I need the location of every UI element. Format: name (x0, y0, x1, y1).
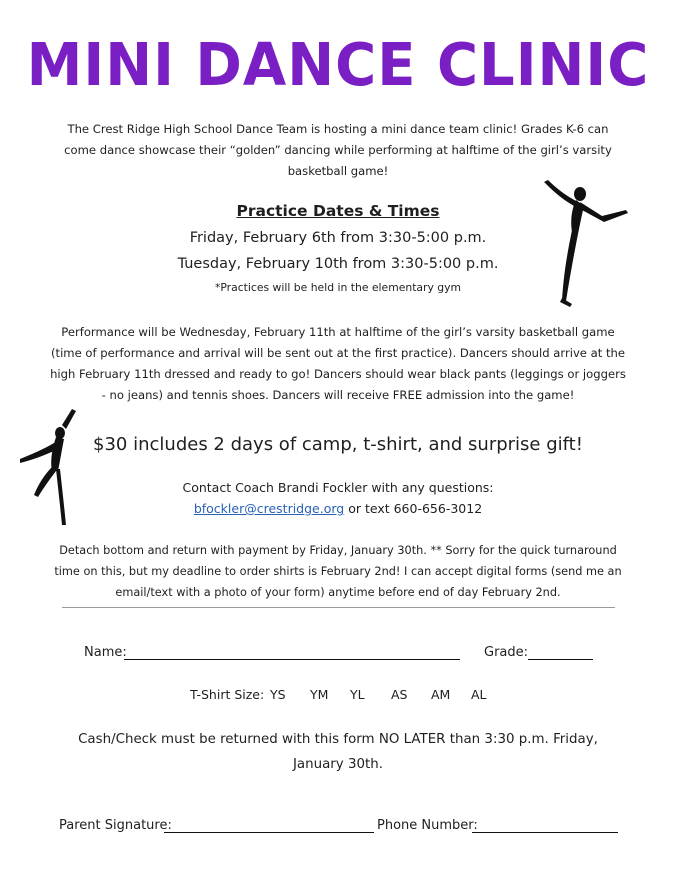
practice-date-2: Tuesday, February 10th from 3:30-5:00 p.m. (177, 256, 499, 272)
size-option-ym[interactable]: YM (310, 687, 329, 702)
intro-paragraph: The Crest Ridge High School Dance Team is hosting a mini dance team clinic! Grades K-6 can come dance showcase their “golden” dancing while performing at halftime of the girl’s varsity basketball game! (64, 122, 612, 178)
email-link[interactable]: bfockler@crestridge.org (193, 501, 345, 516)
tshirt-size-label: T-Shirt Size: (190, 687, 265, 702)
practice-location-note: *Practices will be held in the elementary gym (214, 281, 462, 294)
phone-number-field[interactable] (472, 832, 618, 833)
contact-line: Contact Coach Brandi Fockler with any questions: (182, 480, 494, 495)
detach-paragraph: Detach bottom and return with payment by Friday, January 30th. ** Sorry for the quick turnaround time on this, but my deadline to order shirts is February 2nd! I can accept digital forms (send me an email/text with a photo of your form) anytime before end of day February 2nd. (54, 544, 622, 599)
practice-heading: Practice Dates & Times (236, 202, 440, 220)
size-option-al[interactable]: AL (471, 687, 487, 702)
page-title (0, 30, 676, 100)
phone-number-label: Phone Number: (377, 818, 478, 833)
phone-text: or text 660-656-3012 (344, 501, 483, 516)
dancer-silhouette-icon (540, 180, 632, 308)
size-option-ys[interactable]: YS (270, 687, 286, 702)
grade-label: Grade: (484, 645, 529, 660)
grade-field[interactable] (528, 659, 593, 660)
contact-details (0, 498, 676, 519)
size-option-as[interactable]: AS (391, 687, 408, 702)
name-field[interactable] (124, 659, 460, 660)
parent-signature-field[interactable] (164, 832, 374, 833)
parent-signature-label: Parent Signature: (59, 818, 172, 833)
name-label: Name: (84, 645, 127, 660)
cut-divider (62, 607, 615, 608)
size-option-yl[interactable]: YL (350, 687, 365, 702)
performance-paragraph: Performance will be Wednesday, February 11th at halftime of the girl’s varsity basketball game (time of performance and arrival will be sent out at the first practice). Dancers should arrive at the high February 11th dressed and ready to go! Dancers should wear black pants (leggings or joggers - no jeans) and tennis shoes. Dancers will receive FREE admission into the game! (50, 325, 626, 402)
size-option-am[interactable]: AM (431, 687, 451, 702)
price-statement: $30 includes 2 days of camp, t-shirt, and surprise gift! (93, 434, 583, 455)
title-text: MINI DANCE CLINIC (26, 30, 650, 100)
practice-date-1: Friday, February 6th from 3:30-5:00 p.m. (189, 230, 487, 246)
payment-deadline-note: Cash/Check must be returned with this form NO LATER than 3:30 p.m. Friday, January 30th. (78, 732, 598, 772)
